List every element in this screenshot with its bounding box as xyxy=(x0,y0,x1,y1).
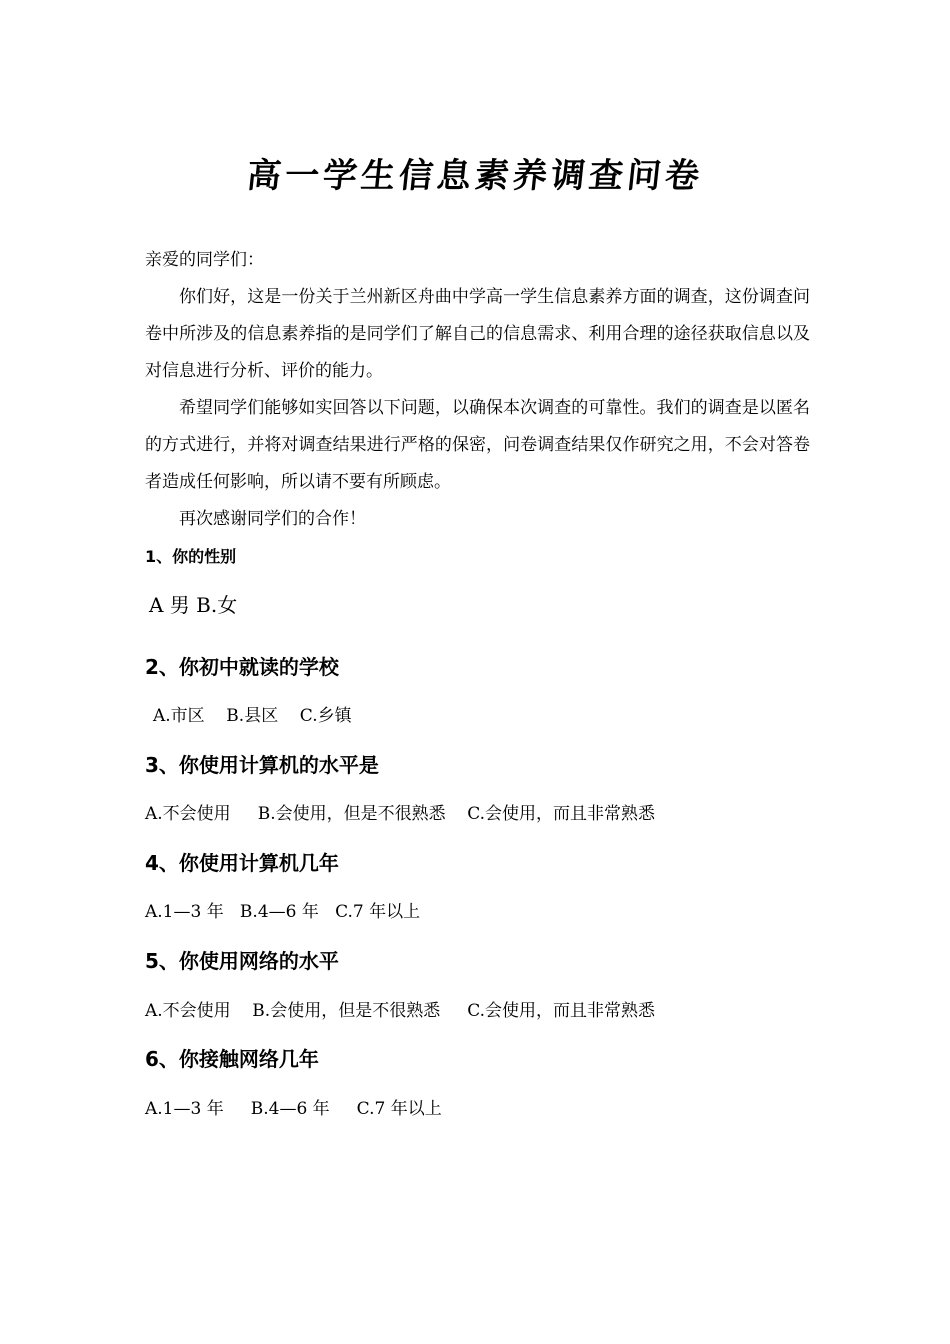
question-2-options: A.市区 B.县区 C.乡镇 xyxy=(153,706,352,726)
question-3-label: 3、你使用计算机的水平是 xyxy=(145,753,379,777)
question-4-label: 4、你使用计算机几年 xyxy=(145,851,339,875)
intro-paragraph: 你们好，这是一份关于兰州新区舟曲中学高一学生信息素养方面的调查，这份调查问卷中所涉及的信息素养指的是同学们了解自己的信息需求、利用合理的途径获取信息以及对信息进行分析、评价的能力。 xyxy=(145,287,810,381)
thanks-paragraph: 再次感谢同学们的合作！ xyxy=(179,509,366,529)
question-4-options: A.1—3 年 B.4—6 年 C.7 年以上 xyxy=(145,902,421,922)
question-3-options: A.不会使用 B.会使用，但是不很熟悉 C.会使用，而且非常熟悉 xyxy=(145,804,656,824)
question-1-label: 1、你的性别 xyxy=(145,547,237,566)
privacy-paragraph: 希望同学们能够如实回答以下问题，以确保本次调查的可靠性。我们的调查是以匿名的方式进行，并将对调查结果进行严格的保密，问卷调查结果仅作研究之用，不会对答卷者造成任何影响，所以请不要有所顾虑。 xyxy=(145,398,810,492)
question-6-label: 6、你接触网络几年 xyxy=(145,1047,319,1071)
page-title: 高一学生信息素养调查问卷 xyxy=(244,156,706,196)
question-6-options: A.1—3 年 B.4—6 年 C.7 年以上 xyxy=(145,1099,442,1119)
greeting: 亲爱的同学们： xyxy=(145,250,264,270)
question-2-label: 2、你初中就读的学校 xyxy=(145,655,339,679)
question-5-label: 5、你使用网络的水平 xyxy=(145,949,339,973)
question-5-options: A.不会使用 B.会使用，但是不很熟悉 C.会使用，而且非常熟悉 xyxy=(145,1001,656,1021)
question-1-options: A 男 B.女 xyxy=(149,593,238,617)
